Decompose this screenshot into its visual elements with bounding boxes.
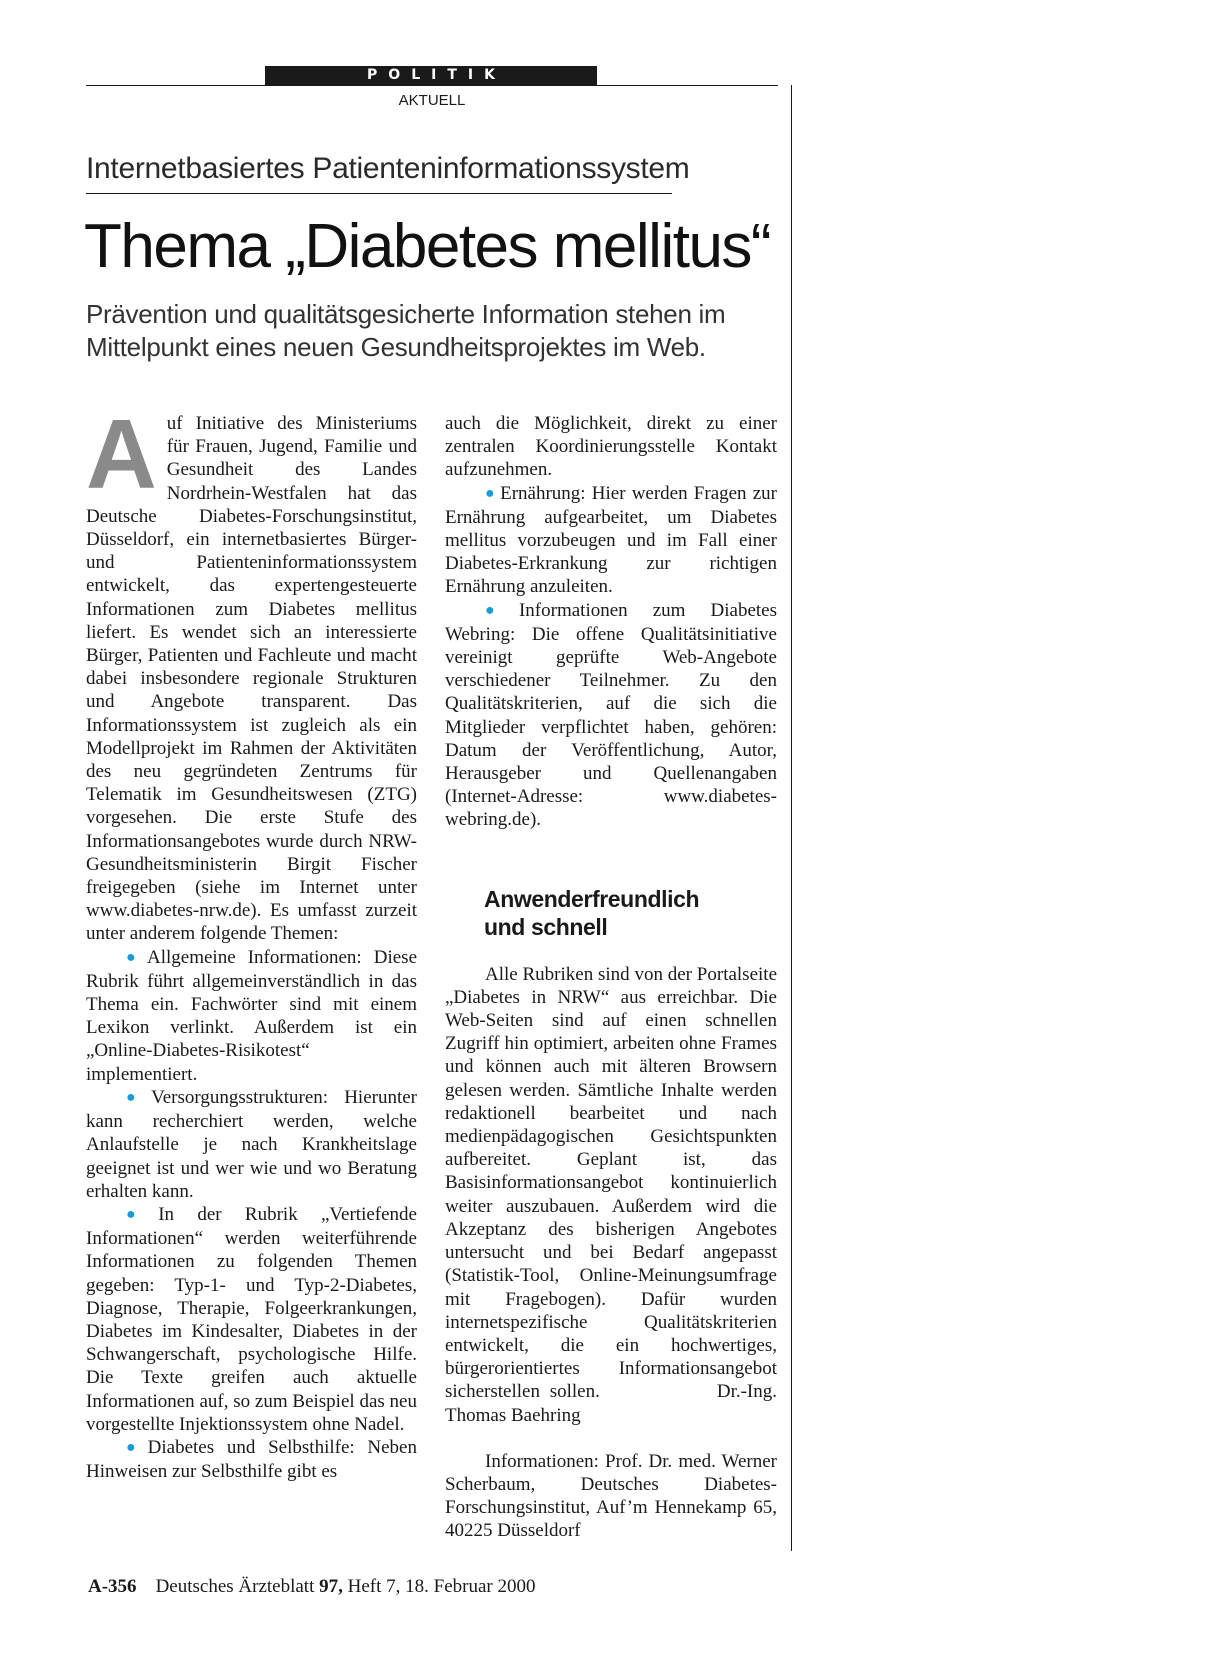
bullet-icon: ● bbox=[126, 1205, 155, 1223]
paragraph-text: Alle Rubriken sind von der Portalseite „Diabetes in NRW“ aus erreichbar. Die Web-Seiten sind auf einen schnellen Zugriff hin optimiert, arbeiten ohne Frames und können auch mit älteren Browsern gelesen werden. Sämtliche Inhalte werden redaktionell bearbeitet und nach medienpädagogischen Gesichtspunkten aufbereitet. Geplant ist, das Basisinformationsangebot kontinuierlich weiter auszubauen. Außerdem wird die Akzeptanz des bisherigen Angebotes untersucht und bei Bedarf angepasst (Statistik-Tool, Online-Meinungsumfrage mit Fragebogen). Dafür wurden internetspezifische Qualitätskriterien entwickelt, die ein hochwertiges, bürgerorientiertes Informationsangebot sicherstellen sollen. bbox=[445, 963, 777, 1403]
text-column-left bbox=[86, 399, 418, 1483]
list-item bbox=[445, 599, 777, 832]
column-rule bbox=[791, 85, 792, 1551]
body-paragraph bbox=[445, 963, 777, 1427]
bullet-icon: ● bbox=[126, 1438, 144, 1456]
drop-cap: A bbox=[86, 399, 157, 509]
list-item-text: Diabetes und Selbsthilfe: Neben Hinweisen zur Selbsthilfe gibt es bbox=[86, 1436, 417, 1483]
continued-text: auch die Möglichkeit, direkt zu einer zentralen Koordinierungsstelle Kontakt aufzunehmen. bbox=[445, 413, 777, 481]
section-label: POLITIK bbox=[265, 66, 597, 85]
subheading-line: Anwenderfreundlich bbox=[484, 885, 700, 912]
article-deck: Prävention und qualitätsgesicherte Information stehen im Mittelpunkt eines neuen Gesundheitsprojektes im Web. bbox=[86, 299, 726, 362]
list-item bbox=[86, 1086, 417, 1203]
bullet-icon: ● bbox=[485, 484, 497, 502]
journal-name: Deutsches Ärzteblatt bbox=[155, 1576, 315, 1597]
article-kicker: Internetbasiertes Patienteninformationssystem bbox=[86, 152, 690, 185]
intro-text: uf Initiative des Ministeriums für Frauen, Jugend, Familie und Gesundheit des Landes Nordrhein-Westfalen hat das Deutsche Diabetes-Forschungsinstitut, Düsseldorf, ein internetbasiertes Bürger- und Patienteninformationssystem entwickelt, das expertengesteuerte Informationen zum Diabetes mellitus liefert. Es wendet sich an interessierte Bürger, Patienten und Fachleute und macht dabei insbesondere regionale Strukturen und Angebote transparent. Das Informationssystem ist zugleich als ein Modellprojekt im Rahmen der Aktivitäten des neu gegründeten Zentrums für Telematik im Gesundheitswesen (ZTG) vorgesehen. Die erste Stufe des Informationsangebotes wurde durch NRW-Gesundheitsministerin Birgit Fischer freigegeben (siehe im Internet unter www.diabetes-nrw.de). Es umfasst zurzeit unter anderem folgende Themen: bbox=[86, 413, 417, 945]
contact-info: Informationen: Prof. Dr. med. Werner Scherbaum, Deutsches Diabetes-Forschungsinstitut, Auf’m Hennekamp 65, 40225 Düsseldorf bbox=[445, 1450, 777, 1542]
bullet-icon: ● bbox=[126, 948, 143, 966]
subheading-line: und schnell bbox=[484, 913, 608, 940]
list-item bbox=[445, 482, 777, 599]
bullet-icon: ● bbox=[126, 1088, 148, 1106]
issue-date: Heft 7, 18. Februar 2000 bbox=[347, 1576, 536, 1597]
list-item bbox=[86, 1203, 417, 1436]
list-item-text: Informationen zum Diabetes Webring: Die offene Qualitätsinitiative vereinigt geprüfte Web-Angebote verschiedener Teilnehmer. Zu den Qualitätskriterien, auf die sich die Mitglieder verpflichtet haben, gehören: Datum der Veröffentlichung, Autor, Herausgeber und Quellenangaben (Internet-Adresse: www.diabetes-webring.de). bbox=[445, 599, 777, 831]
bullet-icon: ● bbox=[485, 601, 515, 619]
article-headline: Thema „Diabetes mellitus“ bbox=[84, 212, 771, 281]
list-item-text: In der Rubrik „Vertiefende Informationen“ werden weiterführende Informationen zu folgenden Themen gegeben: Typ-1- und Typ-2-Diabetes, Diagnose, Therapie, Folgeerkrankungen, Diabetes im Kindesalter, Diabetes in der Schwangerschaft, psychologische Hilfe. Die Texte greifen auch aktuelle Informationen auf, so zum Beispiel das neu vorgestellte Injektionssystem ohne Nadel. bbox=[86, 1203, 417, 1435]
text-column-right bbox=[445, 412, 777, 1543]
subheading bbox=[484, 885, 777, 941]
page-number: A-356 bbox=[88, 1576, 137, 1597]
top-rule bbox=[86, 85, 778, 86]
list-item-text: Ernährung: Hier werden Fragen zur Ernährung aufgearbeitet, um Diabetes mellitus vorzubeugen und im Fall einer Diabetes-Erkrankung zur richtigen Ernährung anzuleiten. bbox=[445, 482, 778, 598]
list-item bbox=[86, 1436, 417, 1483]
author-signature: Dr.-Ing. Thomas Baehring bbox=[445, 1381, 778, 1426]
subsection-label: AKTUELL bbox=[398, 92, 466, 109]
kicker-rule bbox=[86, 193, 672, 194]
list-item-text: Versorgungsstrukturen: Hierunter kann recherchiert werden, welche Anlaufstelle je nach Krankheitslage geeignet ist und wer wie und wo Beratung erhalten kann. bbox=[86, 1086, 417, 1202]
list-item bbox=[86, 946, 417, 1086]
page-footer bbox=[88, 1576, 535, 1598]
volume-number: 97, bbox=[319, 1576, 343, 1597]
intro-paragraph bbox=[86, 399, 417, 946]
list-item-text: Allgemeine Informationen: Diese Rubrik führt allgemeinverständlich in das Thema ein. Fachwörter sind mit einem Lexikon verlinkt. Außerdem ist ein „Online-Diabetes-Risikotest“ implementiert. bbox=[86, 946, 418, 1085]
